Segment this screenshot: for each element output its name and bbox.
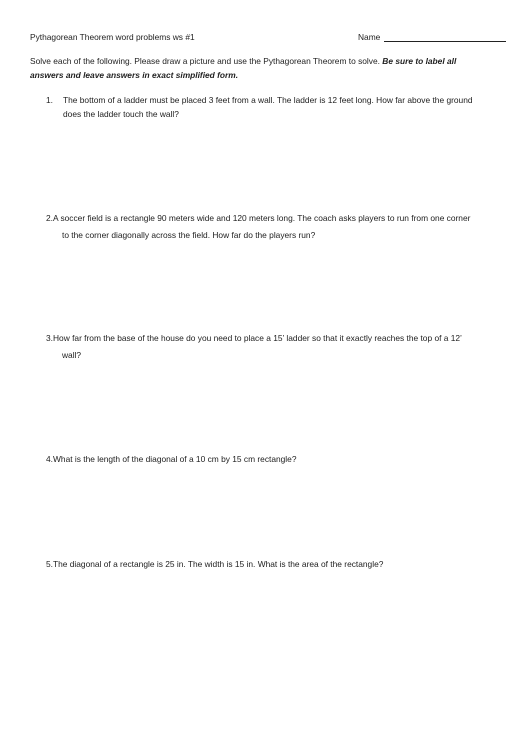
problem-text-line2: wall? [62, 350, 82, 360]
problem-5 [46, 557, 383, 571]
problem-text-line1: How far from the base of the house do you need to place a 15’ ladder so that it exactly reaches the top of a 12’ [53, 333, 462, 343]
name-field [358, 32, 506, 42]
problem-number: 3. [46, 333, 53, 343]
problem-text-line1: The diagonal of a rectangle is 25 in. The width is 15 in. What is the area of the rectangle? [53, 559, 384, 569]
name-blank-line [384, 32, 506, 42]
problem-text-line1: The bottom of a ladder must be placed 3 feet from a wall. The ladder is 12 feet long. How far above the ground [63, 95, 473, 105]
worksheet-title: Pythagorean Theorem word problems ws #1 [30, 32, 195, 42]
problem-number: 2. [46, 213, 53, 223]
instructions-emphasis-2: answers and leave answers in exact simplified form. [30, 70, 239, 80]
problem-number: 1. [46, 95, 53, 105]
name-label: Name [358, 32, 381, 42]
problem-4 [46, 452, 296, 466]
problem-1 [46, 93, 506, 121]
problem-text-line1: A soccer field is a rectangle 90 meters wide and 120 meters long. The coach asks players to run from one corner [53, 213, 471, 223]
problem-number: 4. [46, 454, 53, 464]
problem-text-line2: does the ladder touch the wall? [63, 109, 179, 119]
problem-3 [46, 330, 492, 364]
instructions [30, 54, 490, 82]
instructions-emphasis-1: Be sure to label all [382, 56, 457, 66]
problem-number: 5. [46, 559, 53, 569]
problem-text-line1: What is the length of the diagonal of a 10 cm by 15 cm rectangle? [53, 454, 297, 464]
instructions-text: Solve each of the following. Please draw a picture and use the Pythagorean Theorem to solve. [30, 56, 383, 66]
problem-text-line2: to the corner diagonally across the field. How far do the players run? [62, 230, 316, 240]
problem-2 [46, 210, 506, 244]
